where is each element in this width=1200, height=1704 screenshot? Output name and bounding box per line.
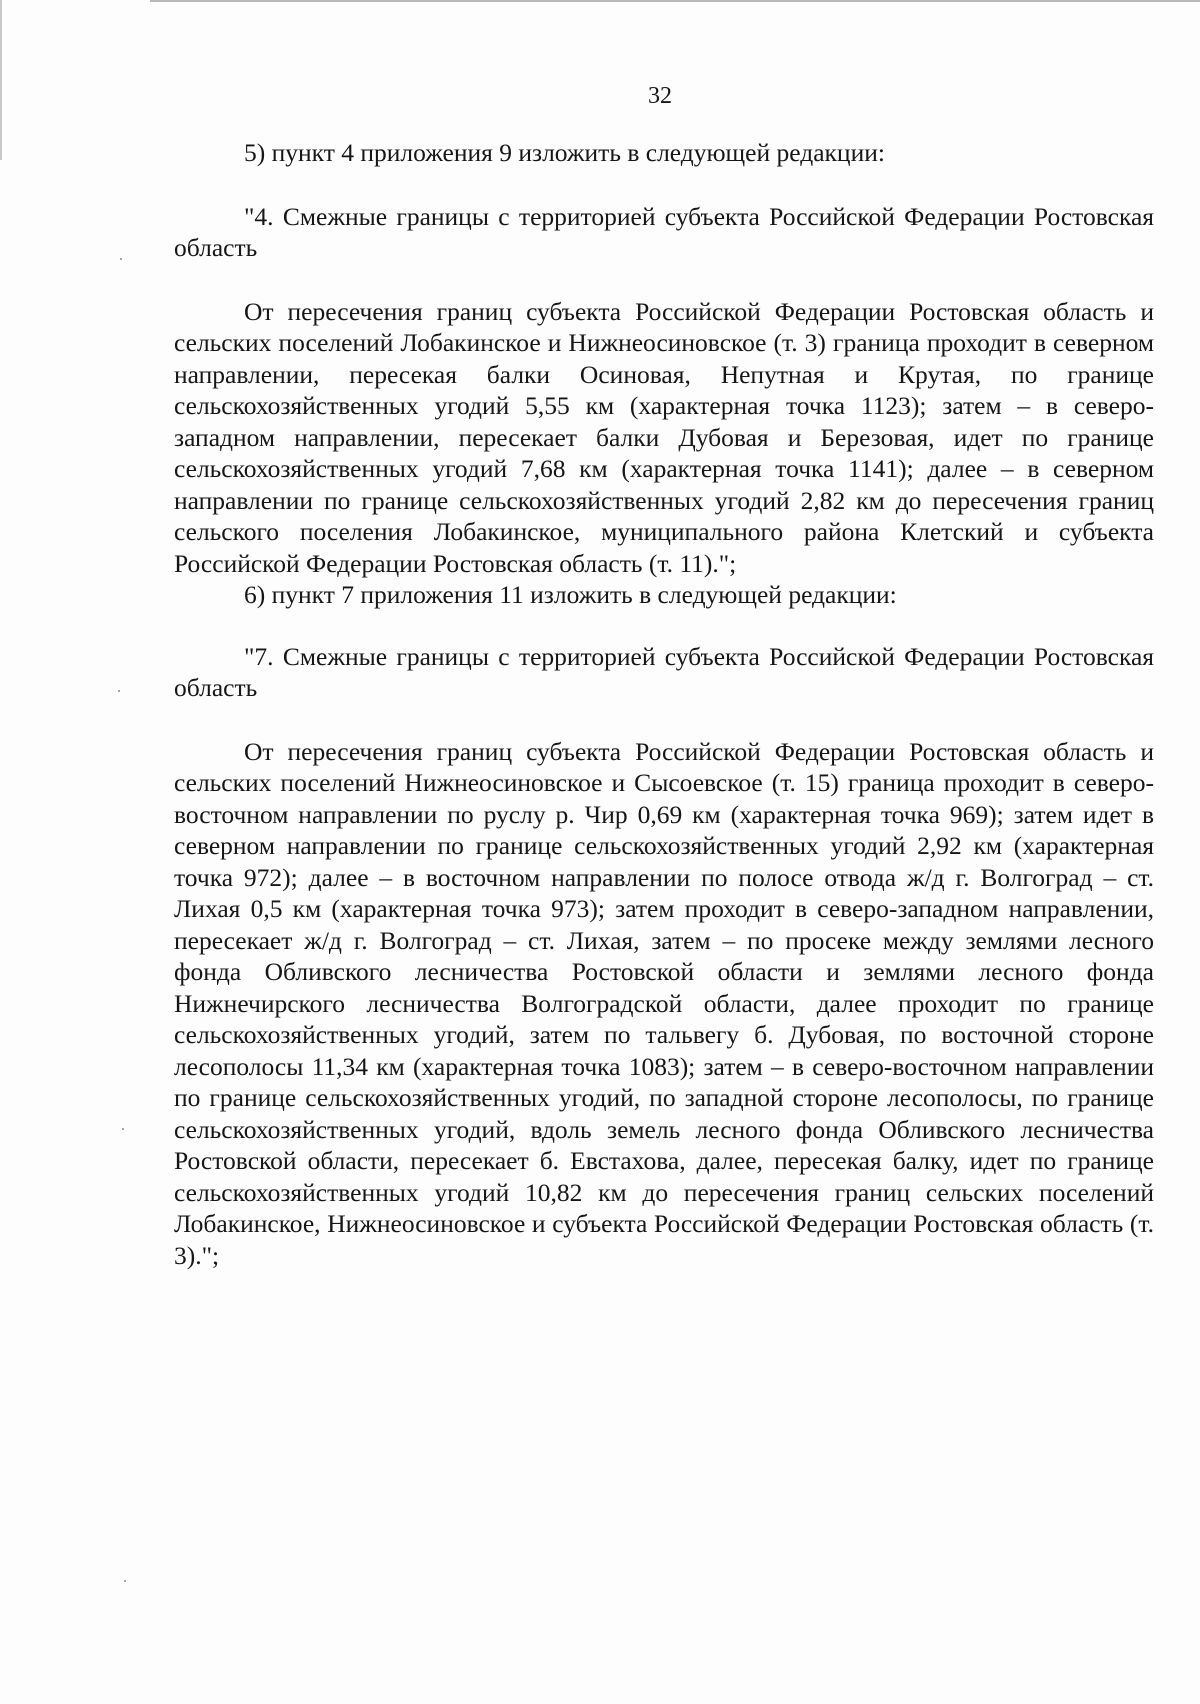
scan-speck (122, 1128, 124, 1130)
boundary-description-7: От пересечения границ субъекта Российской Федерации Ростовская область и сельских поселений Нижнеосиновское и Сысоевское (т. 15) граница проходит в северо-восточном направлении по руслу р. Чир 0,69 км (характерная точка 969); затем идет в северном направлении по границе сельскохозяйственных угодий 2,92 км (характерная точка 972); далее – в восточном направлении по полосе отвода ж/д г. Волгоград – ст. Лихая 0,5 км (характерная точка 973); затем проходит в северо-западном направлении, пересекает ж/д г. Волгоград – ст. Лихая, затем – по просеке между землями лесного фонда Обливского лесничества Ростовской области и землями лесного фонда Нижнечирского лесничества Волгоградской области, далее проходит по границе сельскохозяйственных угодий, затем по тальвегу б. Дубовая, по восточной стороне лесополосы 11,34 км (характерная точка 1083); затем – в северо-восточном направлении по границе сельскохозяйственных угодий, по западной стороне лесополосы, по границе сельскохозяйственных угодий, вдоль земель лесного фонда Обливского лесничества Ростовской области, пересекает б. Евстахова, далее, пересекая балку, идет по границе сельскохозяйственных угодий 10,82 км до пересечения границ сельских поселений Лобакинское, Нижнеосиновское и субъекта Российской Федерации Ростовская область (т. 3)."; (174, 736, 1154, 1270)
section-heading-4: "4. Смежные границы с территорией субъекта Российской Федерации Ростовская область (174, 201, 1154, 262)
paragraph-item-6: 6) пункт 7 приложения 11 изложить в следующей редакции: (244, 580, 897, 609)
page-number: 32 (648, 83, 672, 109)
scan-speck (124, 1580, 126, 1582)
section-heading-7: "7. Смежные границы с территорией субъекта Российской Федерации Ростовская область (174, 641, 1154, 702)
scan-speck (118, 690, 120, 692)
scan-speck (120, 258, 122, 260)
paragraph-item-5: 5) пункт 4 приложения 9 изложить в следующей редакции: (244, 138, 885, 167)
scan-edge-top (150, 0, 1200, 2)
document-body (174, 137, 1154, 1271)
boundary-description-4: От пересечения границ субъекта Российской Федерации Ростовская область и сельских поселений Лобакинское и Нижнеосиновское (т. 3) граница проходит в северном направлении, пересекая балки Осиновая, Непутная и Крутая, по границе сельскохозяйственных угодий 5,55 км (характерная точка 1123); затем – в северо-западном направлении, пересекает балки Дубовая и Березовая, идет по границе сельскохозяйственных угодий 7,68 км (характерная точка 1141); далее – в северном направлении по границе сельскохозяйственных угодий 2,82 км до пересечения границ сельского поселения Лобакинское, муниципального района Клетский и субъекта Российской Федерации Ростовская область (т. 11)."; (174, 296, 1154, 578)
